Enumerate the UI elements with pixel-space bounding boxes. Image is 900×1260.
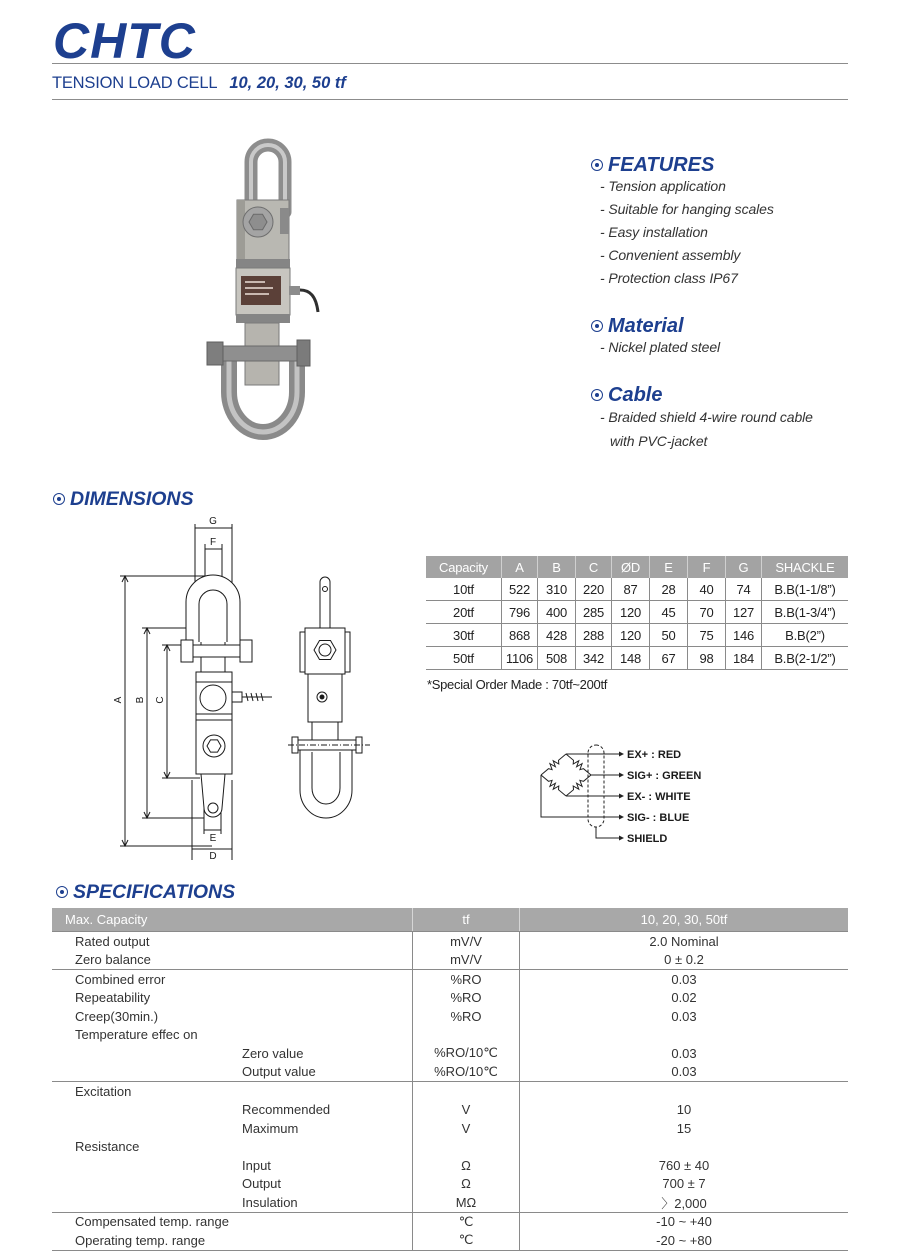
wire-label: SHIELD [627,833,668,845]
dimensions-table-cell: B.B(1-1/8”) [774,581,836,597]
dimensions-table-cell: 87 [612,578,650,600]
spec-label: Maximum [242,1120,299,1136]
dimensions-table-cell: 428 [538,624,576,646]
spec-label: Output value [242,1064,316,1080]
double-circle-icon [591,389,603,401]
dimensions-header-cell: A [502,556,538,578]
dimensions-table-cell: 10tf [426,578,502,600]
dimensions-table-cell: 1106 [502,647,538,669]
label-f: F [209,537,217,548]
dimensions-heading [53,488,194,510]
dimensions-table-cell: 28 [650,578,688,600]
spec-unit: mV/V [412,951,520,970]
dimensions-header-cell: Capacity [426,556,502,578]
spec-label: Operating temp. range [75,1232,206,1248]
spec-unit: %RO [412,1007,520,1026]
header-bottom-rule [52,99,848,100]
wiring-diagram [535,740,710,848]
spec-group [52,969,848,1081]
spec-sub-row [52,1156,848,1175]
dimensions-table-row [426,601,848,624]
features-heading [591,154,714,176]
spec-label: Excitation [75,1083,132,1099]
wires [541,745,620,838]
load-cell-body [236,268,318,315]
spec-header-value: 10, 20, 30, 50tf [640,912,728,927]
spec-value: 0.02 [671,990,697,1006]
material-heading [591,315,684,337]
spec-label: Combined error [75,971,166,987]
material-title: Material [608,315,684,337]
bridge-resistor [541,775,566,796]
dimensions-table-cell: 148 [612,647,650,669]
label-g: G [209,516,217,527]
dimensions-table-cell: 285 [576,601,612,623]
spec-value: 〉2,000 [661,1195,707,1211]
spec-sub-row [52,1193,848,1212]
wire-labels [627,749,701,845]
double-circle-icon [591,159,603,171]
wire-label: SIG- : BLUE [627,812,690,824]
spec-sub-row [52,1175,848,1194]
spec-value: 0.03 [671,1045,697,1061]
upper-housing [237,200,289,260]
dimensions-table [426,556,848,670]
dimensions-table-cell: 146 [726,624,762,646]
label-d: D [209,851,217,862]
dimensions-table-cell: B.B(1-3/4”) [774,604,836,620]
dimensions-table-row [426,578,848,601]
spec-sub-row [52,1044,848,1063]
spec-unit: ℃ [412,1231,520,1250]
spec-value [520,1026,848,1045]
spec-row [52,1213,848,1232]
spec-label: Creep(30min.) [75,1008,159,1024]
dimensions-table-cell: 45 [650,601,688,623]
spec-label: Zero value [242,1045,304,1061]
header-top-rule [52,63,848,64]
dimensions-table-cell: 70 [688,601,726,623]
spec-value: 0.03 [671,971,697,987]
spec-unit: %RO/10℃ [412,1044,520,1063]
cable-title: Cable [608,384,663,406]
spec-header-label: Max. Capacity [65,912,148,927]
side-view [288,577,370,818]
bridge-resistor [541,754,566,775]
spec-sub-row [52,1063,848,1082]
cable-item: with PVC-jacket [610,432,708,449]
front-view [120,524,272,860]
spec-value: 10 [676,1102,692,1118]
specifications-table [52,908,848,1251]
double-circle-icon [591,320,603,332]
dimensions-table-cell: 400 [538,601,576,623]
double-circle-icon [53,493,65,505]
spec-unit: V [412,1101,520,1120]
spec-unit: V [412,1119,520,1138]
label-b: B [135,696,146,704]
specifications-title: SPECIFICATIONS [73,881,236,903]
spec-row [52,1026,848,1045]
features-list [600,175,774,290]
dimensions-table-cell: B.B(2”) [785,627,825,643]
spec-group [52,931,848,969]
spec-label: Repeatability [75,990,151,1006]
features-title: FEATURES [608,154,715,176]
spec-unit [412,1026,520,1045]
spec-value: -20 ~ +80 [656,1232,712,1248]
specifications-table-header [52,908,848,931]
spec-row [52,951,848,970]
spec-value: 700 ± 7 [662,1176,706,1192]
spec-label: Output [242,1176,282,1192]
bridge-resistor [566,775,591,796]
dimensions-table-cell: 120 [612,624,650,646]
dimensions-header-cell: B [538,556,576,578]
spec-unit: MΩ [412,1193,520,1212]
dimensions-header-cell: G [726,556,762,578]
feature-item: - Convenient assembly [600,246,741,263]
product-subtitle [52,73,346,93]
dimensions-table-header [426,556,848,578]
dimensions-table-cell: 50tf [426,647,502,669]
collar [236,314,290,323]
spec-unit: Ω [412,1156,520,1175]
wire-label: SIG+ : GREEN [627,770,702,782]
spec-label: Rated output [75,933,150,949]
dimensions-title: DIMENSIONS [70,488,194,510]
spec-unit: Ω [412,1175,520,1194]
dimensions-header-cell: F [688,556,726,578]
spec-header-unit: tf [412,908,520,931]
spec-row [52,1138,848,1157]
dimensions-table-cell: 220 [576,578,612,600]
material-list [600,336,720,359]
dimensions-header-cell: C [576,556,612,578]
dimensions-table-body [426,578,848,670]
spec-unit: %RO [412,970,520,989]
spec-value: 0.03 [671,1064,697,1080]
spec-unit [412,1082,520,1101]
dimensions-table-row [426,647,848,670]
dimensions-table-cell: 67 [650,647,688,669]
spec-group [52,1212,848,1251]
product-capacities: 10, 20, 30, 50 tf [229,74,346,92]
spec-row [52,1007,848,1026]
cable-heading [591,384,662,406]
spec-row [52,1231,848,1250]
dimensions-table-cell: 98 [688,647,726,669]
dimensions-table-cell: 75 [688,624,726,646]
cable-shield [588,745,604,827]
spec-value [520,1138,848,1157]
dimensions-table-cell: 310 [538,578,576,600]
dimensions-table-cell: 20tf [426,601,502,623]
dimensions-table-cell: 120 [612,601,650,623]
specifications-heading [56,881,235,903]
spec-unit: ℃ [412,1213,520,1232]
dimensions-table-cell: 184 [726,647,762,669]
dimension-drawing [95,508,380,870]
wire-shield [596,827,620,838]
spec-sub-row [52,1101,848,1120]
material-item: - Nickel plated steel [600,338,721,355]
spec-value: 0.03 [671,1008,697,1024]
dimensions-table-cell: 74 [726,578,762,600]
label-e: E [209,833,217,844]
cable-list [600,405,813,453]
dimensions-header-cell: E [650,556,688,578]
dimensions-table-cell: 50 [650,624,688,646]
spec-row [52,1082,848,1101]
spec-row [52,989,848,1008]
dimensions-header-cell: SHACKLE [775,559,835,575]
spec-value [520,1082,848,1101]
spec-unit: %RO/10℃ [412,1063,520,1082]
dimensions-table-cell: 342 [576,647,612,669]
dimensions-table-cell: 40 [688,578,726,600]
spec-label: Insulation [242,1194,298,1210]
spec-row [52,932,848,951]
specifications-table-body [52,931,848,1251]
dimensions-table-cell: B.B(2-1/2”) [774,650,836,666]
dimensions-table-cell: 30tf [426,624,502,646]
dimensions-table-cell: 127 [726,601,762,623]
wire-arrows [619,752,624,841]
feature-item: - Suitable for hanging scales [600,200,774,217]
double-circle-icon [56,886,68,898]
collar [236,259,290,268]
spec-label: Recommended [242,1102,331,1118]
spec-value: 15 [676,1120,692,1136]
dimensions-table-cell: 288 [576,624,612,646]
dimensions-header-cell: ØD [612,556,650,578]
label-a: A [113,696,124,704]
wire-label: EX- : WHITE [627,791,691,803]
spec-unit: %RO [412,989,520,1008]
label-c: C [155,696,166,704]
feature-item: - Protection class IP67 [600,269,738,286]
cable-item: - Braided shield 4-wire round cable [600,408,813,425]
spec-value: 760 ± 40 [658,1157,710,1173]
dimensions-table-cell: 796 [502,601,538,623]
spec-label: Zero balance [75,952,151,968]
spec-unit [412,1138,520,1157]
brand-logo: CHTC [53,13,196,69]
spec-group [52,1081,848,1212]
spec-value: -10 ~ +40 [656,1214,712,1230]
dimensions-table-cell: 508 [538,647,576,669]
dimensions-table-cell: 868 [502,624,538,646]
spec-label: Compensated temp. range [75,1214,229,1230]
product-photo [195,132,330,447]
spec-sub-row [52,1119,848,1138]
dimensions-table-cell: 522 [502,578,538,600]
special-order-note: *Special Order Made : 70tf~200tf [427,677,608,692]
spec-value: 0 ± 0.2 [664,952,704,968]
spec-value: 2.0 Nominal [649,933,719,949]
dimensions-table-row [426,624,848,647]
spec-row [52,970,848,989]
spec-label: Temperature effec on [75,1027,198,1043]
product-name: TENSION LOAD CELL [52,74,218,92]
bridge-resistor [566,754,591,775]
wire-label: EX+ : RED [627,749,682,761]
spec-label: Resistance [75,1139,140,1155]
spec-label: Input [242,1157,271,1173]
feature-item: - Easy installation [600,223,708,240]
spec-unit: mV/V [412,932,520,951]
feature-item: - Tension application [600,177,726,194]
wheatstone-bridge [541,754,591,796]
